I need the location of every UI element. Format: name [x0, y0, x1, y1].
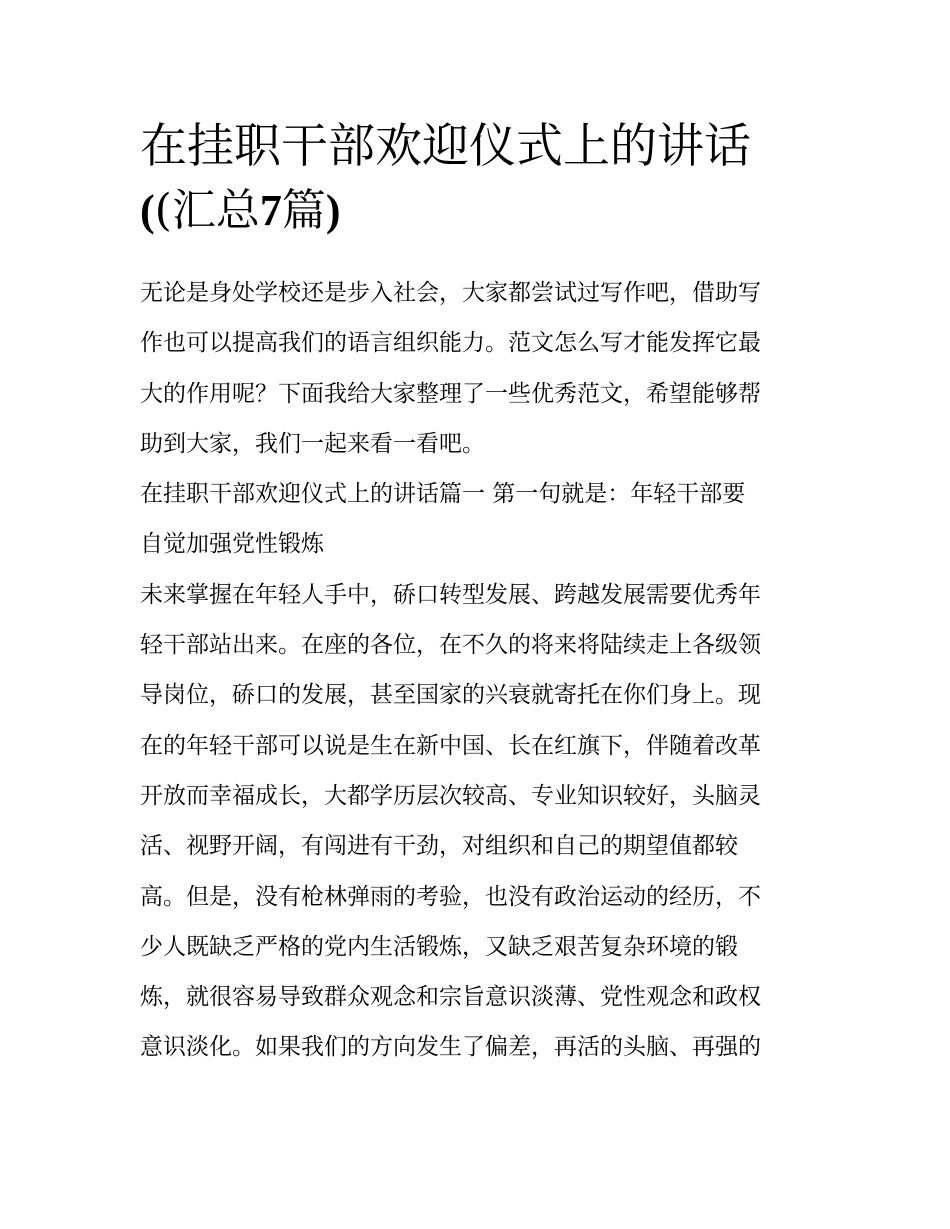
- title-line-2: [140, 185, 340, 236]
- body-line: 活、视野开阔，有闯进有干劲，对组织和自己的期望值都较: [140, 833, 738, 860]
- body-line: 开放而幸福成长，大都学历层次较高、专业知识较好，头脑灵: [140, 782, 761, 809]
- body-line: 无论是身处学校还是步入社会，大家都尝试过写作吧，借助写: [140, 280, 761, 306]
- body-line: 少人既缺乏严格的党内生活锻炼，又缺乏艰苦复杂环境的锻: [140, 933, 738, 960]
- title-summary-word: (汇总: [154, 185, 260, 236]
- document-body: [140, 268, 812, 1073]
- title-suffix: 篇: [281, 185, 326, 236]
- document-page: [140, 115, 812, 1073]
- body-line: 大的作用呢？下面我给大家整理了一些优秀范文，希望能够帮: [140, 380, 761, 407]
- document-title: [140, 115, 812, 242]
- section-heading-line: 在挂职干部欢迎仪式上的讲话篇一 第一句就是：年轻干部要: [140, 481, 746, 508]
- body-line: 作也可以提高我们的语言组织能力。范文怎么写才能发挥它最: [140, 330, 761, 357]
- body-line: 助到大家，我们一起来看一看吧。: [140, 430, 485, 457]
- body-line: 意识淡化。如果我们的方向发生了偏差，再活的头脑、再强的: [140, 1034, 761, 1061]
- title-paren-open: (: [140, 186, 155, 235]
- body-line: 高。但是，没有枪林弹雨的考验，也没有政治运动的经历，不: [140, 883, 761, 910]
- body-line: 在的年轻干部可以说是生在新中国、长在红旗下，伴随着改革: [140, 732, 761, 759]
- section-heading-line: 自觉加强党性锻炼: [140, 531, 324, 558]
- title-count: 7: [259, 186, 282, 235]
- title-paren-close: ): [325, 186, 341, 235]
- body-line: 未来掌握在年轻人手中，硚口转型发展、跨越发展需要优秀年: [140, 581, 761, 608]
- title-line-1: 在挂职干部欢迎仪式上的讲话: [140, 119, 751, 174]
- body-line: 导岗位，硚口的发展，甚至国家的兴衰就寄托在你们身上。现: [140, 682, 761, 709]
- body-line: 轻干部站出来。在座的各位，在不久的将来将陆续走上各级领: [140, 632, 761, 659]
- body-line: 炼，就很容易导致群众观念和宗旨意识淡薄、党性观念和政权: [140, 984, 761, 1011]
